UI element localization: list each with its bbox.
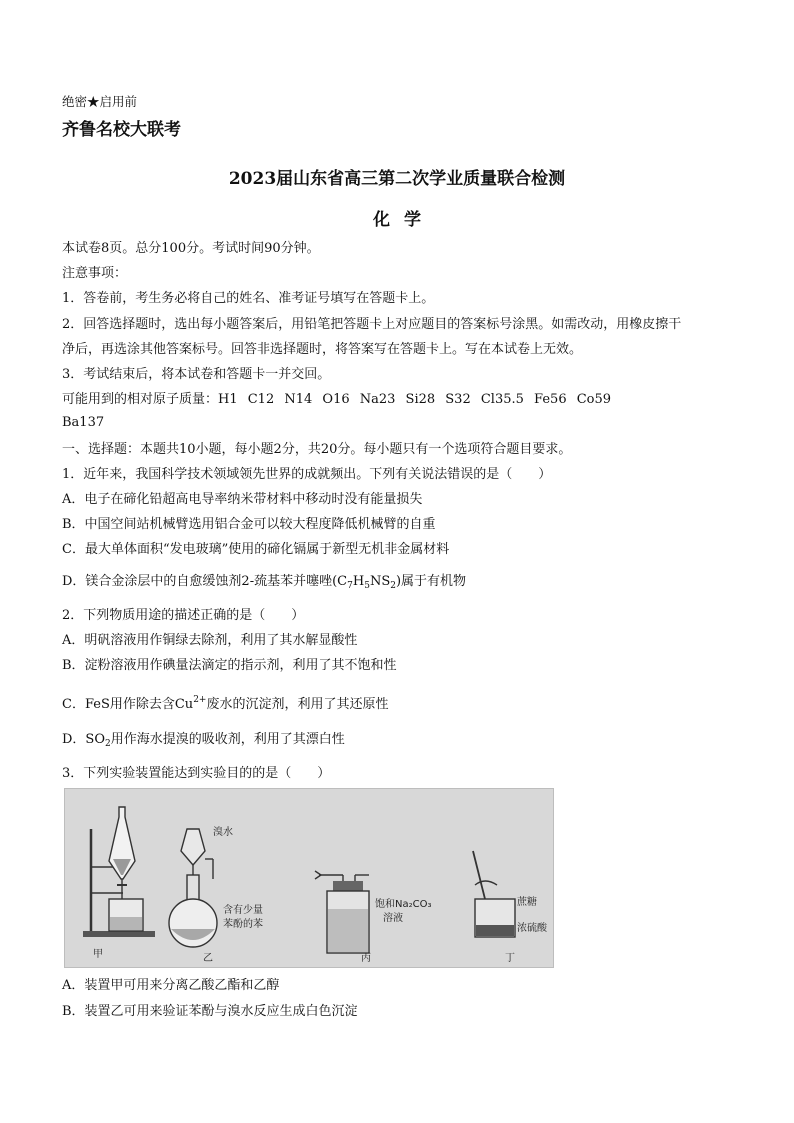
- formula-sub-1: 7: [347, 581, 353, 591]
- q2-option-c-text: C．FeS用作除去含Cu: [62, 697, 194, 712]
- gas-arrow: [315, 871, 321, 879]
- q3-stem: 3．下列实验装置能达到实验目的的是（ ）: [62, 766, 331, 781]
- stand-base: [83, 931, 155, 937]
- dropping-funnel: [181, 829, 205, 865]
- cu-charge: 2+: [193, 695, 207, 705]
- formula-open: (C: [332, 574, 348, 589]
- formula-mid-1: H: [352, 574, 365, 589]
- notes-title: 注意事项：: [62, 266, 128, 281]
- flask-neck: [187, 875, 199, 901]
- exam-info: 本试卷8页。总分100分。考试时间90分钟。: [62, 241, 320, 256]
- q2-option-d-tail: 用作海水提溴的吸收剂，利用了其漂白性: [110, 732, 345, 747]
- exam-title: 2023届山东省高三第二次学业质量联合检测: [228, 169, 566, 189]
- note-1: 1．答卷前，考生务必将自己的姓名、准考证号填写在答题卡上。: [62, 291, 435, 306]
- q1-option-d-text: D．镁合金涂层中的自愈缓蚀剂2-巯基苯并噻唑: [62, 574, 333, 589]
- apparatus-jia: [83, 807, 155, 937]
- secret-label: 绝密★启用前: [62, 94, 138, 109]
- q3-option-a: A．装置甲可用来分离乙酸乙酯和乙醇: [62, 978, 280, 993]
- subject-title: 化学: [373, 210, 435, 230]
- label-na2co3-2: 溶液: [383, 913, 403, 924]
- q2-option-d-text: D．SO: [62, 732, 105, 747]
- label-bromine-water: 溴水: [213, 827, 233, 838]
- apparatus-figure: [64, 788, 554, 968]
- label-bing: 丙: [361, 953, 371, 964]
- formula-sub-3: 2: [390, 581, 396, 591]
- note-3: 3．考试结束后，将本试卷和答题卡一并交回。: [62, 367, 331, 382]
- label-phenol-2: 苯酚的苯: [223, 919, 263, 930]
- wash-bottle-liquid: [328, 909, 368, 952]
- q2-option-c: [62, 691, 388, 714]
- formula-close: ): [395, 574, 402, 589]
- formula-sub-2: 5: [364, 581, 370, 591]
- league-name: 齐鲁名校大联考: [62, 120, 181, 140]
- beaker-ding-solid: [476, 925, 514, 936]
- q2-option-b: B．淀粉溶液用作碘量法滴定的指示剂，利用了其不饱和性: [62, 658, 397, 673]
- q3-option-b: B．装置乙可用来验证苯酚与溴水反应生成白色沉淀: [62, 1004, 358, 1019]
- stir-arrow: [475, 881, 497, 885]
- label-na2co3-1: 饱和Na₂CO₃: [375, 899, 432, 910]
- bottle-stopper: [333, 881, 363, 891]
- label-jia: 甲: [93, 949, 103, 960]
- label-conc-h2so4: 浓硫酸: [517, 923, 547, 934]
- q2-option-d: [62, 731, 345, 753]
- apparatus-yi: [169, 829, 217, 947]
- atomic-masses-line-1: 可能用到的相对原子质量：H1 C12 N14 O16 Na23 Si28 S32 Cl35.5 Fe56 Co59: [62, 392, 612, 407]
- q1-option-c: C．最大单体面积“发电玻璃”使用的碲化镉属于新型无机非金属材料: [62, 542, 450, 557]
- label-sucrose: 蔗糖: [517, 897, 537, 908]
- note-2-line-2: 净后，再选涂其他答案标号。回答非选择题时，将答案写在答题卡上。写在本试卷上无效。: [62, 342, 583, 357]
- label-phenol-1: 含有少量: [223, 905, 263, 916]
- apparatus-ding: [473, 851, 515, 937]
- beaker-jia-liquid: [110, 917, 142, 930]
- q2-option-c-tail: 废水的沉淀剂，利用了其还原性: [206, 697, 389, 712]
- q1-option-b: B．中国空间站机械臂选用铝合金可以较大程度降低机械臂的自重: [62, 517, 436, 532]
- label-ding: 丁: [505, 953, 515, 964]
- note-2-line-1: 2．回答选择题时，选出每小题答案后，用铅笔把答题卡上对应题目的答案标号涂黑。如需改动，用橡皮擦干: [62, 317, 682, 332]
- apparatus-bing: [315, 871, 369, 953]
- label-yi: 乙: [203, 953, 213, 964]
- q1-option-d-tail: 属于有机物: [401, 574, 467, 589]
- q1-stem: 1．近年来，我国科学技术领域领先世界的成就频出。下列有关说法错误的是（ ）: [62, 467, 552, 482]
- q2-stem: 2．下列物质用途的描述正确的是（ ）: [62, 608, 305, 623]
- so2-sub: 2: [105, 739, 111, 749]
- formula-mid-2: NS: [369, 574, 391, 589]
- q1-option-d: [62, 573, 466, 595]
- q2-option-a: A．明矾溶液用作铜绿去除剂，利用了其水解显酸性: [62, 633, 358, 648]
- atomic-masses-line-2: Ba137: [62, 415, 105, 430]
- section-1-heading: 一、选择题：本题共10小题，每小题2分，共20分。每小题只有一个选项符合题目要求。: [62, 442, 572, 457]
- q1-option-a: A．电子在碲化铅超高电导率纳米带材料中移动时没有能量损失: [62, 492, 423, 507]
- apparatus-drawing: [65, 789, 554, 968]
